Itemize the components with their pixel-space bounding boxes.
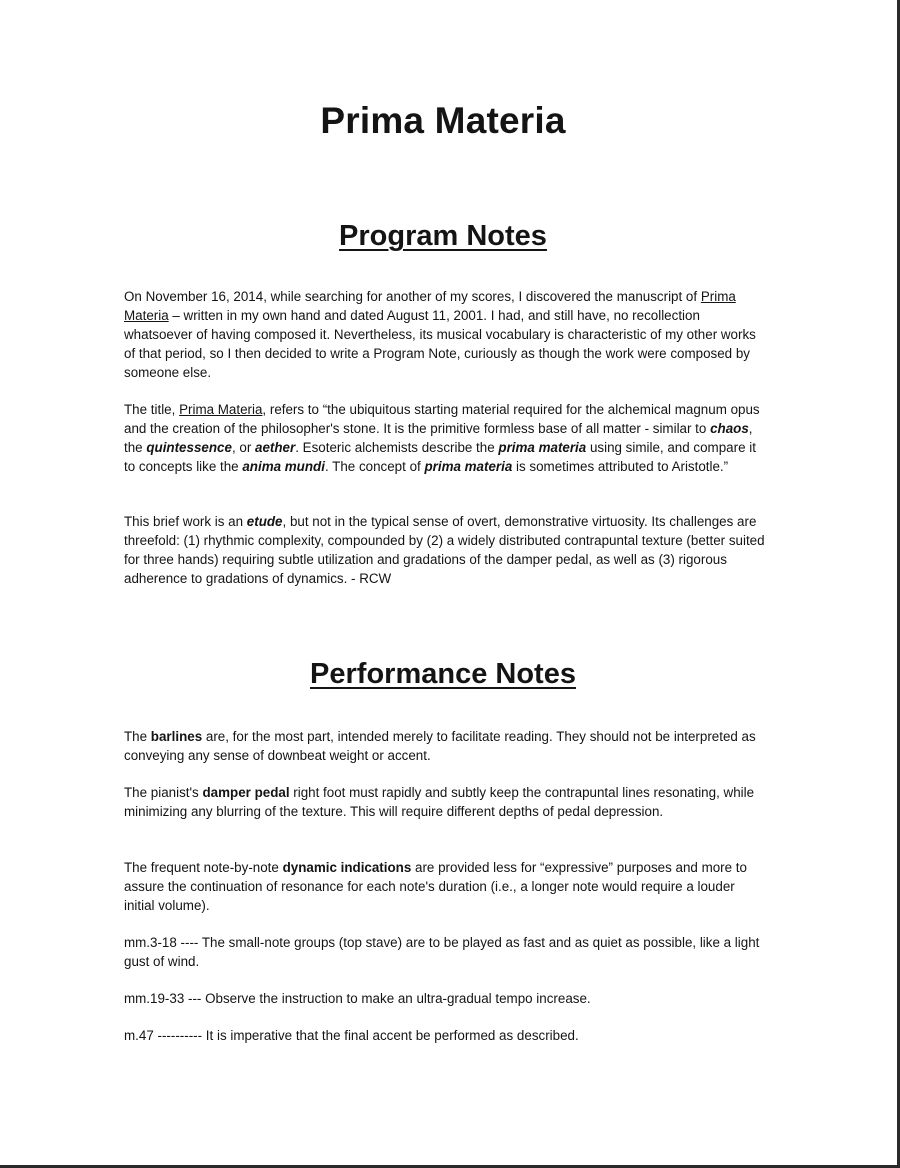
performance-notes-heading [0,658,886,691]
performance-notes-heading-text: Performance Notes [310,658,576,690]
term-aether: aether [255,439,296,455]
term-damper-pedal: damper pedal [202,785,290,800]
performance-note-damper-pedal [124,784,768,822]
text: – written in my own hand and dated August 11, 2001. I had, and still have, no recollection whatsoever of having composed it. Nevertheless, its musical vocabulary is characteristic of my other works of that period, so I then decided to write a Program Note, curiously as though the work were composed by someone else. [124,307,756,380]
performance-note-mm-3-18: mm.3-18 ---- The small-note groups (top stave) are to be played as fast and as quiet as possible, like a light gust of wind. [124,935,760,969]
program-notes-heading-text: Program Notes [339,220,547,252]
text: , or [231,439,256,455]
text: The frequent note-by-note [124,860,283,875]
text: . The concept of [324,458,425,474]
term-barlines: barlines [150,729,203,744]
term-quintessence: quintessence [146,439,232,455]
performance-note-barlines [124,728,768,766]
program-notes-heading [0,220,886,253]
text: The [124,729,151,744]
text: are, for the most part, intended merely to facilitate reading. They should not be interpreted as conveying any sense of downbeat weight or accent. [124,729,756,763]
text: are provided less for “expressive” purposes and more to assure the continuation of resonance for each note's duration (i.e., a longer note would require a louder initial volume). [124,860,747,913]
program-notes-paragraph-1 [124,288,768,383]
work-title: Prima Materia [124,289,736,323]
text: The title, [124,402,180,417]
text: right foot must rapidly and subtly keep the contrapuntal lines resonating, while minimizing any blurring of the texture. This will require different depths of pedal depression. [124,785,755,819]
term-prima-materia: prima materia [498,439,587,455]
program-notes-paragraph-2 [124,401,768,477]
text: This brief work is an [124,514,247,529]
text: , but not in the typical sense of overt, demonstrative virtuosity. Its challenges are threefold: (1) rhythmic complexity, compounded by (2) a widely distributed contrapuntal texture (better suited for three hands) requiring subtle utilization and gradations of the damper pedal, as well as (3) rigorous adherence to gradations of dynamics. - RCW [124,514,765,586]
text: On November 16, 2014, while searching for another of my scores, I discovered the manuscript of [124,289,701,304]
term-anima-mundi: anima mundi [242,458,325,474]
term-prima-materia: prima materia [424,458,513,474]
text: is sometimes attributed to Aristotle.” [512,458,729,474]
text: The pianist's [124,785,203,800]
performance-note-mm-19-33: mm.19-33 --- Observe the instruction to make an ultra-gradual tempo increase. [124,991,591,1006]
program-notes-paragraph-3 [124,513,768,589]
text: . Esoteric alchemists describe the [295,439,499,455]
document-title: Prima Materia [320,100,566,141]
text: using simile, and compare it to concepts like the [124,439,756,474]
term-chaos: chaos [710,420,749,436]
performance-note-m-47: m.47 ---------- It is imperative that the final accent be performed as described. [124,1028,579,1043]
work-title: Prima Materia [179,402,263,417]
text: , refers to “the ubiquitous starting material required for the alchemical magnum opus and the creation of the philosopher's stone. It is the primitive formless base of all matter - similar to [124,402,760,436]
term-etude: etude [246,514,283,529]
text: , the [124,420,753,455]
term-dynamic-indications: dynamic indications [282,860,412,875]
performance-note-dynamics [124,859,768,916]
